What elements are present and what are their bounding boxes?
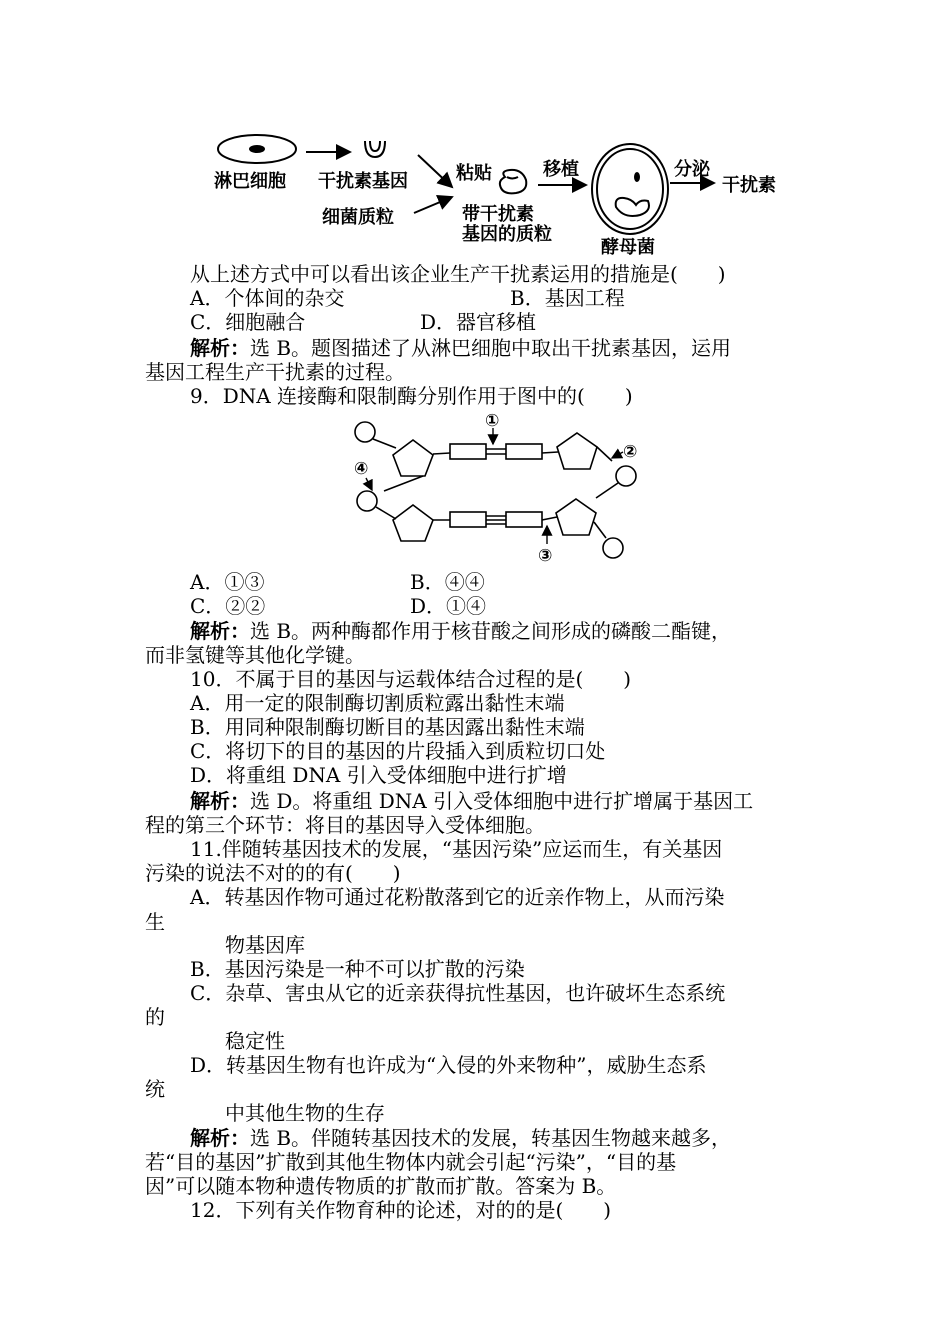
label-lymphocyte: 淋巴细胞 xyxy=(214,171,286,192)
q9-stem: 9．DNA 连接酶和限制酶分别作用于图中的( ) xyxy=(190,384,633,408)
phosphate-circle xyxy=(357,491,377,511)
q8-option-d: D．器官移植 xyxy=(420,310,537,334)
gene-fragment-icon xyxy=(365,141,385,157)
phosphate-circle xyxy=(603,538,623,558)
q11-option-c-1: C．杂草、害虫从它的近亲获得抗性基因，也许破坏生态系统 xyxy=(190,981,726,1005)
label-transplant: 移植 xyxy=(543,159,579,180)
q11-stem-1: 11.伴随转基因技术的发展，“基因污染”应运而生，有关基因 xyxy=(190,837,723,861)
marker-4: ④ xyxy=(354,459,369,479)
q9-option-b: B．④④ xyxy=(410,570,485,594)
deoxyribose-pentagon xyxy=(393,505,433,541)
q10-stem: 10．不属于目的基因与运载体结合过程的是( ) xyxy=(190,667,632,691)
q10-option-d: D．将重组 DNA 引入受体细胞中进行扩增 xyxy=(190,763,567,787)
q8-analysis-line-1: 解析：选 B。题图描述了从淋巴细胞中取出干扰素基因，运用 xyxy=(190,336,732,360)
q10-analysis-line-2: 程的第三个环节：将目的基因导入受体细胞。 xyxy=(145,813,545,837)
recombinant-plasmid-icon xyxy=(500,170,526,193)
base-rect xyxy=(506,444,542,459)
q9-analysis-line-2: 而非氢键等其他化学键。 xyxy=(145,643,365,667)
base-rect xyxy=(450,444,486,459)
deoxyribose-pentagon xyxy=(393,440,433,476)
label-interferon: 干扰素 xyxy=(722,175,776,196)
phosphate-circle xyxy=(355,422,375,442)
q8-analysis-line-2: 基因工程生产干扰素的过程。 xyxy=(145,360,405,384)
phosphate-circle xyxy=(616,466,636,486)
q11-option-d-1: D．转基因生物有也许成为“入侵的外来物种”，威胁生态系 xyxy=(190,1053,707,1077)
q10-option-b: B．用同种限制酶切断目的基因露出黏性末端 xyxy=(190,715,585,739)
dna-structure-figure xyxy=(340,406,660,570)
q11-option-a-2: 生 xyxy=(145,910,165,934)
q8-option-b: B．基因工程 xyxy=(510,286,625,310)
q11-option-a-1: A．转基因作物可通过花粉散落到它的近亲作物上，从而污染 xyxy=(190,885,725,909)
label-paste: 粘贴 xyxy=(456,163,492,184)
base-rect xyxy=(506,512,542,527)
q9-option-c: C．②② xyxy=(190,594,266,618)
label-carry-2: 基因的质粒 xyxy=(462,224,552,245)
q11-stem-2: 污染的说法不对的的有( ) xyxy=(145,861,401,885)
q8-option-a: A．个体间的杂交 xyxy=(190,286,345,310)
q11-option-b: B．基因污染是一种不可以扩散的污染 xyxy=(190,957,525,981)
q11-analysis-line-3: 因”可以随本物种遗传物质的扩散而扩散。答案为 B。 xyxy=(145,1174,617,1198)
label-yeast: 酵母菌 xyxy=(601,237,655,258)
q8-option-c: C．细胞融合 xyxy=(190,310,306,334)
label-carry-1: 带干扰素 xyxy=(462,204,534,225)
q11-option-d-2: 统 xyxy=(145,1077,165,1101)
q11-analysis-line-2: 若“目的基因”扩散到其他生物体内就会引起“污染”，“目的基 xyxy=(145,1150,677,1174)
label-secrete: 分泌 xyxy=(674,159,710,180)
q10-option-c: C．将切下的目的基因的片段插入到质粒切口处 xyxy=(190,739,606,763)
q11-analysis-line-1: 解析：选 B。伴随转基因技术的发展，转基因生物越来越多， xyxy=(190,1126,732,1150)
q9-option-d: D．①④ xyxy=(410,594,487,618)
label-gene: 干扰素基因 xyxy=(318,171,408,192)
q10-option-a: A．用一定的限制酶切割质粒露出黏性末端 xyxy=(190,691,565,715)
base-rect xyxy=(450,512,486,527)
yeast-cell-icon xyxy=(592,144,668,234)
q10-analysis-line-1: 解析：选 D。将重组 DNA 引入受体细胞中进行扩增属于基因工 xyxy=(190,789,754,813)
q9-analysis-line-1: 解析：选 B。两种酶都作用于核苷酸之间形成的磷酸二酯键， xyxy=(190,619,732,643)
q11-option-a-3: 物基因库 xyxy=(225,933,305,957)
interferon-process-figure xyxy=(200,125,800,260)
marker-3: ③ xyxy=(538,546,553,566)
q8-stem: 从上述方式中可以看出该企业生产干扰素运用的措施是( ) xyxy=(190,262,726,286)
lymphocyte-icon xyxy=(218,135,296,163)
label-plasmid: 细菌质粒 xyxy=(322,207,394,228)
q11-option-d-3: 中其他生物的生存 xyxy=(225,1101,385,1125)
marker-1: ① xyxy=(485,411,500,431)
marker-2: ② xyxy=(623,442,638,462)
q11-option-c-3: 稳定性 xyxy=(225,1029,285,1053)
q9-option-a: A．①③ xyxy=(190,570,265,594)
q12-stem: 12．下列有关作物育种的论述，对的的是( ) xyxy=(190,1198,612,1222)
deoxyribose-pentagon xyxy=(557,433,597,469)
deoxyribose-pentagon xyxy=(556,499,596,535)
q11-option-c-2: 的 xyxy=(145,1005,165,1029)
